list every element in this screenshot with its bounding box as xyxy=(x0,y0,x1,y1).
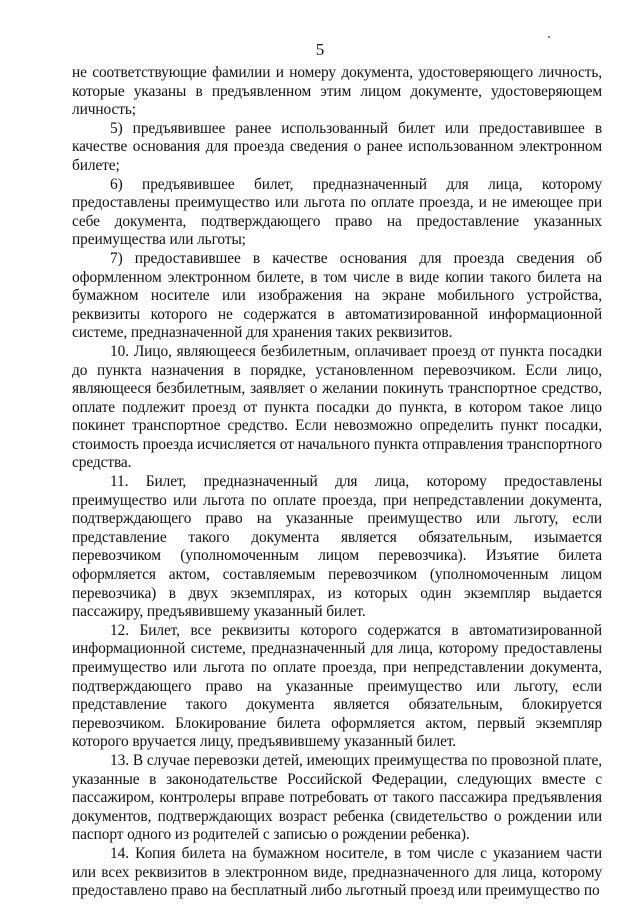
paragraph-continuation: не соответствующие фамилии и номеру документа, удостоверяющего личность, которые указаны в предъявленном этим лицом документе, удостоверяющем личность; xyxy=(72,64,602,119)
scan-speck xyxy=(548,36,550,38)
list-item-5: 5) предъявившее ранее использованный билет или предоставившее в качестве основания для проезда сведения о ранее использованном электронном билете; xyxy=(72,119,602,174)
paragraph-13: 13. В случае перевозки детей, имеющих преимущества по провозной плате, указанные в законодательстве Российской Федерации, следующих вместе с пассажиром, контролеры вправе потребовать от такого пассажира предъявления документов, подтверждающих возраст ребенка (свидетельство о рождении или паспорт одного из родителей с записью о рождении ребенка). xyxy=(72,751,602,844)
list-item-7: 7) предоставившее в качестве основания для проезда сведения об оформленном электронном билете, в том числе в виде копии такого билета на бумажном носителе или изображения на экране мобильного устройства, реквизиты которого не содержатся в автоматизированной информационной системе, предназначенной для хранения таких реквизитов. xyxy=(72,249,602,342)
document-body xyxy=(72,64,602,901)
paragraph-11: 11. Билет, предназначенный для лица, которому предоставлены преимущество или льгота по оплате проезда, при непредставлении документа, подтверждающего право на указанные преимущество или льготу, если представление такого документа является обязательным, изымается перевозчиком (уполномоченным лицом перевозчика). Изъятие билета оформляется актом, составляемым перевозчиком (уполномоченным лицом перевозчика) в двух экземплярах, из которых один экземпляр выдается пассажиру, предъявившему указанный билет. xyxy=(72,473,602,621)
paragraph-10: 10. Лицо, являющееся безбилетным, оплачивает проезд от пункта посадки до пункта назначения в порядке, установленном перевозчиком. Если лицо, являющееся безбилетным, заявляет о желании покинуть транспортное средство, оплате подлежит проезд от пункта посадки до пункта, в котором такое лицо покинет транспортное средство. Если невозможно определить пункт посадки, стоимость проезда исчисляется от начального пункта отправления транспортного средства. xyxy=(72,342,602,472)
list-item-6: 6) предъявившее билет, предназначенный для лица, которому предоставлены преимущество или льгота по оплате проезда, и не имеющее при себе документа, подтверждающего право на предоставление указанных преимущества или льготы; xyxy=(72,175,602,249)
page-number: 5 xyxy=(315,40,325,59)
paragraph-14: 14. Копия билета на бумажном носителе, в том числе с указанием части или всех реквизитов в электронном виде, предназначенного для лица, которому предоставлено право на бесплатный либо льготный проезд или преимущество по xyxy=(72,844,602,900)
paragraph-12: 12. Билет, все реквизиты которого содержатся в автоматизированной информационной системе, предназначенный для лица, которому предоставлены преимущество или льгота по оплате проезда, при непредставлении документа, подтверждающего право на указанные преимущество или льготу, если представление такого документа является обязательным, блокируется перевозчиком. Блокирование билета оформляется актом, первый экземпляр которого вручается лицу, предъявившему указанный билет. xyxy=(72,621,602,751)
